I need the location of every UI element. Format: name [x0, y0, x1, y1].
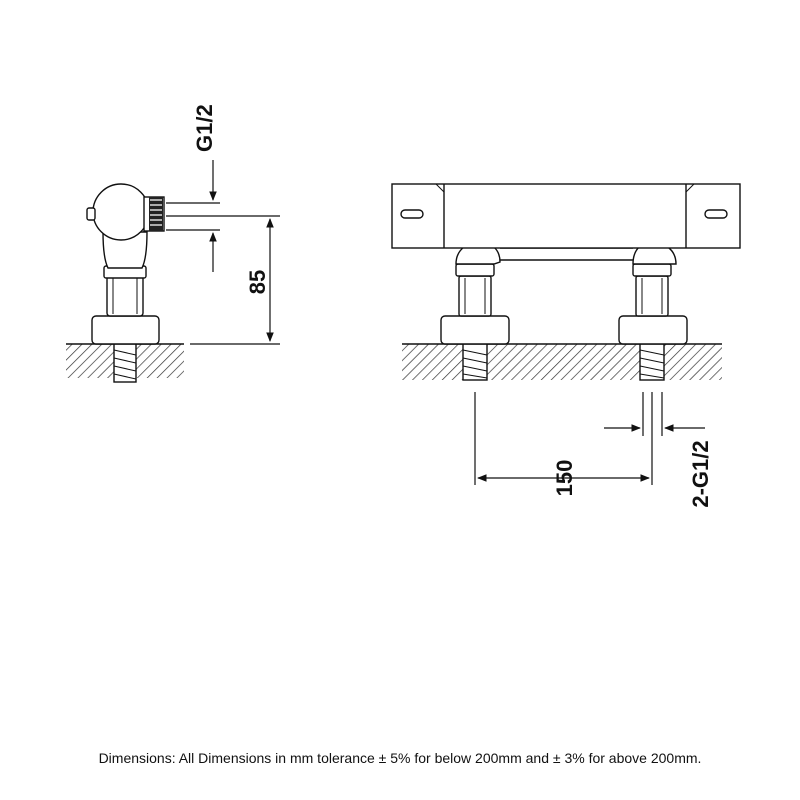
- side-height-label: 85: [245, 269, 270, 295]
- front-wall-hatch: [402, 344, 722, 380]
- side-view: [66, 184, 184, 382]
- front-left-flange: [441, 316, 509, 344]
- front-right-flange: [619, 316, 687, 344]
- side-dimensions: [166, 160, 280, 344]
- front-right-slot: [705, 210, 727, 218]
- side-flange: [92, 316, 159, 344]
- side-body: [93, 184, 149, 240]
- side-connector: [107, 276, 143, 316]
- front-thread-label: 2-G1/2: [688, 440, 713, 508]
- side-thread-label: G1/2: [192, 104, 217, 152]
- front-left-slot: [401, 210, 423, 218]
- front-dimensions: [475, 392, 705, 485]
- front-view: [392, 184, 740, 380]
- dimensions-caption: Dimensions: All Dimensions in mm tolerance ± 5% for below 200mm and ± 3% for above 200mm.: [98, 750, 702, 766]
- front-spacing-label: 150: [552, 459, 577, 497]
